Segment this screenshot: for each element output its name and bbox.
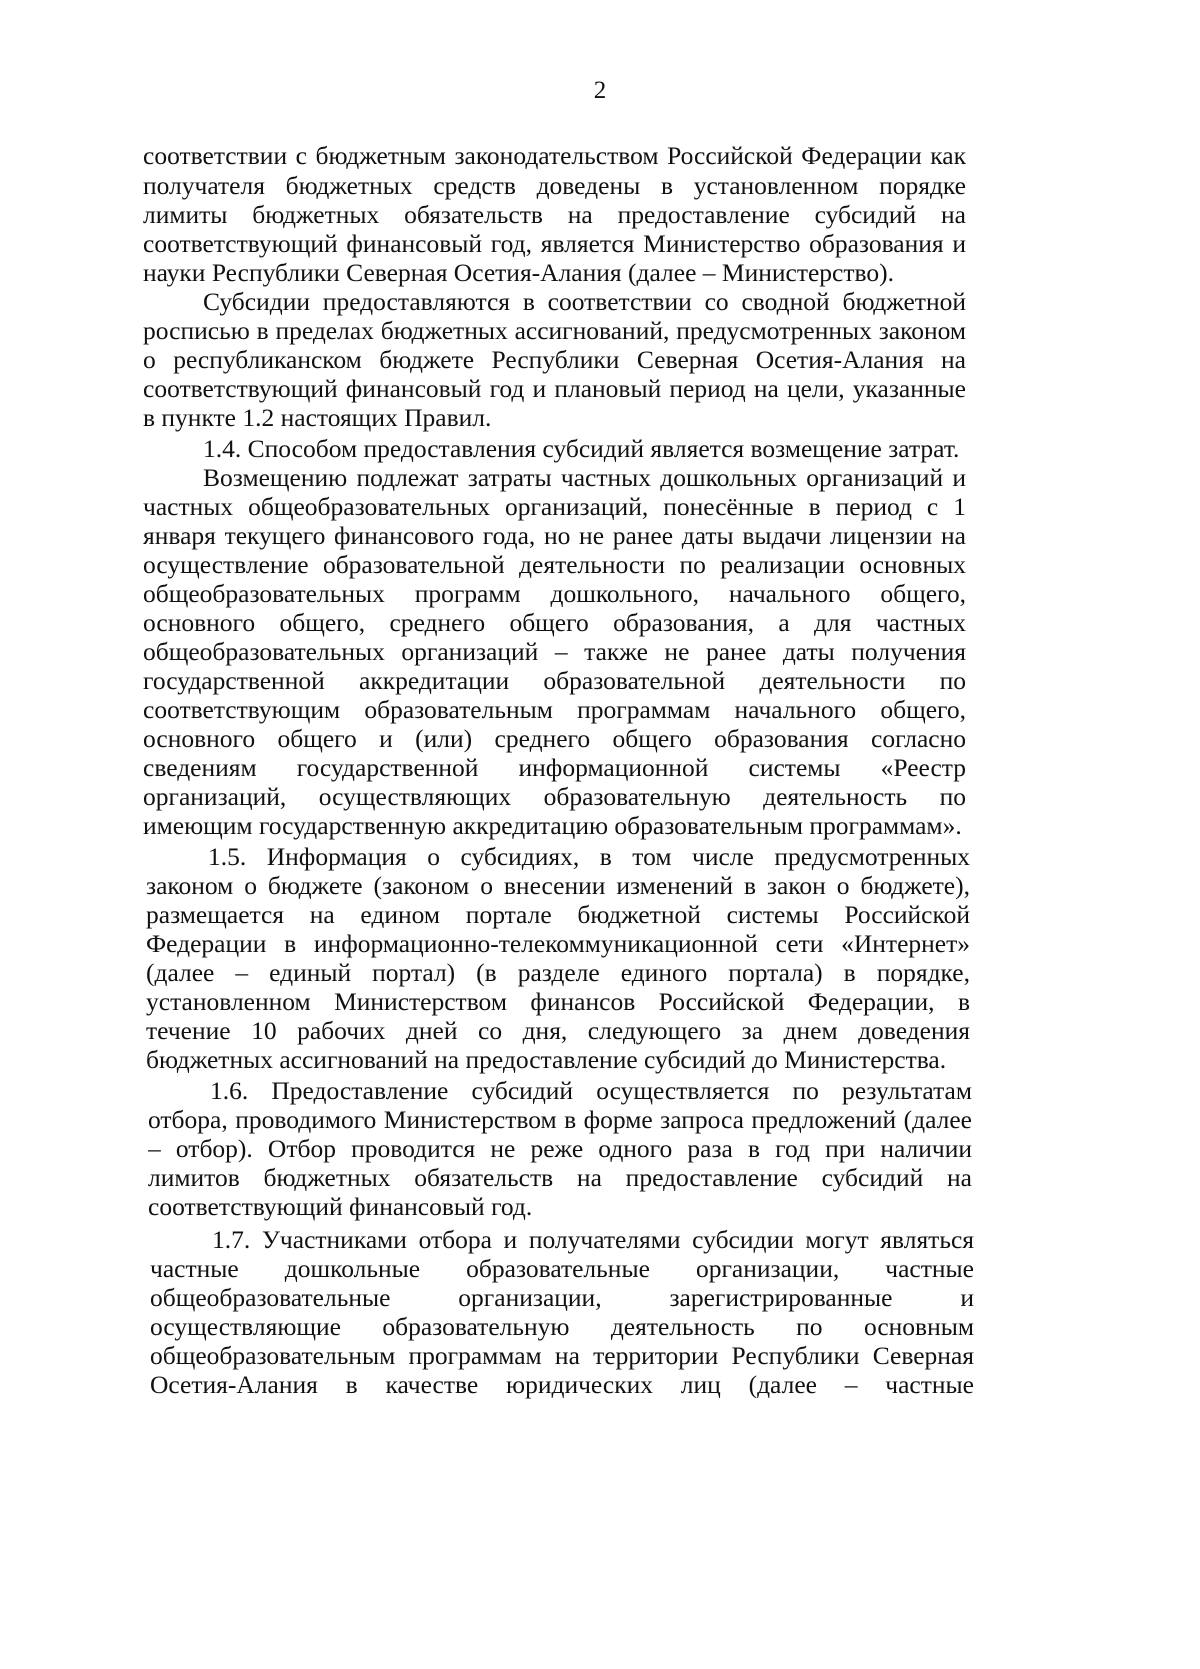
- text-line: бюджетных ассигнований на предоставление субсидий до Министерства.: [146, 1045, 947, 1074]
- page-number: 2: [593, 77, 607, 104]
- text-line: о республиканском бюджете Республики Северная Осетия-Алания на: [143, 345, 966, 374]
- text-line: соответствии с бюджетным законодательством Российской Федерации как: [143, 141, 966, 170]
- text-line: лимиты бюджетных обязательств на предоставление субсидий на: [143, 200, 966, 229]
- text-line: течение 10 рабочих дней со дня, следующего за днем доведения: [146, 1016, 970, 1045]
- text-line: января текущего финансового года, но не ранее даты выдачи лицензии на: [143, 521, 966, 550]
- text-line: росписью в пределах бюджетных ассигнований, предусмотренных законом: [143, 316, 966, 345]
- text-line: частные дошкольные образовательные организации, частные: [150, 1254, 974, 1283]
- text-line: – отбор). Отбор проводится не реже одного раза в год при наличии: [148, 1134, 972, 1163]
- text-line: (далее – единый портал) (в разделе единого портала) в порядке,: [146, 958, 970, 987]
- text-line: соответствующим образовательным программам начального общего,: [143, 695, 966, 724]
- text-line: в пункте 1.2 настоящих Правил.: [143, 403, 492, 432]
- text-line: частных общеобразовательных организаций, понесённые в период с 1: [143, 492, 966, 521]
- text-line: отбора, проводимого Министерством в форме запроса предложений (далее: [148, 1105, 972, 1134]
- text-line: размещается на едином портале бюджетной системы Российской: [146, 900, 970, 929]
- text-line: получателя бюджетных средств доведены в установленном порядке: [143, 171, 966, 200]
- text-line: лимитов бюджетных обязательств на предоставление субсидий на: [148, 1163, 972, 1192]
- text-line: Федерации в информационно-телекоммуникационной сети «Интернет»: [146, 929, 970, 958]
- text-line: 1.7. Участниками отбора и получателями субсидии могут являться: [212, 1225, 974, 1254]
- text-line: имеющим государственную аккредитацию образовательным программам».: [143, 811, 962, 840]
- text-line: Осетия-Алания в качестве юридических лиц (далее – частные: [150, 1370, 974, 1399]
- text-line: установленном Министерством финансов Российской Федерации, в: [146, 987, 970, 1016]
- text-line: сведениям государственной информационной системы «Реестр: [143, 753, 966, 782]
- text-line: общеобразовательных организаций – также не ранее даты получения: [143, 637, 966, 666]
- text-line: основного общего, среднего общего образования, а для частных: [143, 608, 966, 637]
- text-line: соответствующий финансовый год.: [148, 1192, 533, 1221]
- text-line: Субсидии предоставляются в соответствии со сводной бюджетной: [203, 287, 966, 316]
- text-line: соответствующий финансовый год и плановый период на цели, указанные: [143, 374, 966, 403]
- text-line: 1.5. Информация о субсидиях, в том числе предусмотренных: [208, 842, 970, 871]
- text-line: соответствующий финансовый год, является Министерство образования и: [143, 229, 966, 258]
- text-line: государственной аккредитации образовательной деятельности по: [143, 666, 966, 695]
- text-line: науки Республики Северная Осетия-Алания (далее – Министерство).: [143, 258, 894, 287]
- text-line: организаций, осуществляющих образовательную деятельность по: [143, 782, 966, 811]
- text-line: осуществляющие образовательную деятельность по основным: [150, 1312, 974, 1341]
- text-line: осуществление образовательной деятельности по реализации основных: [143, 550, 966, 579]
- text-line: общеобразовательных программ дошкольного, начального общего,: [143, 579, 966, 608]
- text-line: Возмещению подлежат затраты частных дошкольных организаций и: [203, 463, 966, 492]
- text-line: общеобразовательные организации, зарегистрированные и: [150, 1283, 974, 1312]
- text-line: общеобразовательным программам на территории Республики Северная: [150, 1341, 974, 1370]
- text-line: законом о бюджете (законом о внесении изменений в закон о бюджете),: [146, 871, 970, 900]
- text-line: основного общего и (или) среднего общего образования согласно: [143, 724, 966, 753]
- text-line: 1.6. Предоставление субсидий осуществляется по результатам: [210, 1076, 972, 1105]
- text-line: 1.4. Способом предоставления субсидий является возмещение затрат.: [203, 434, 960, 463]
